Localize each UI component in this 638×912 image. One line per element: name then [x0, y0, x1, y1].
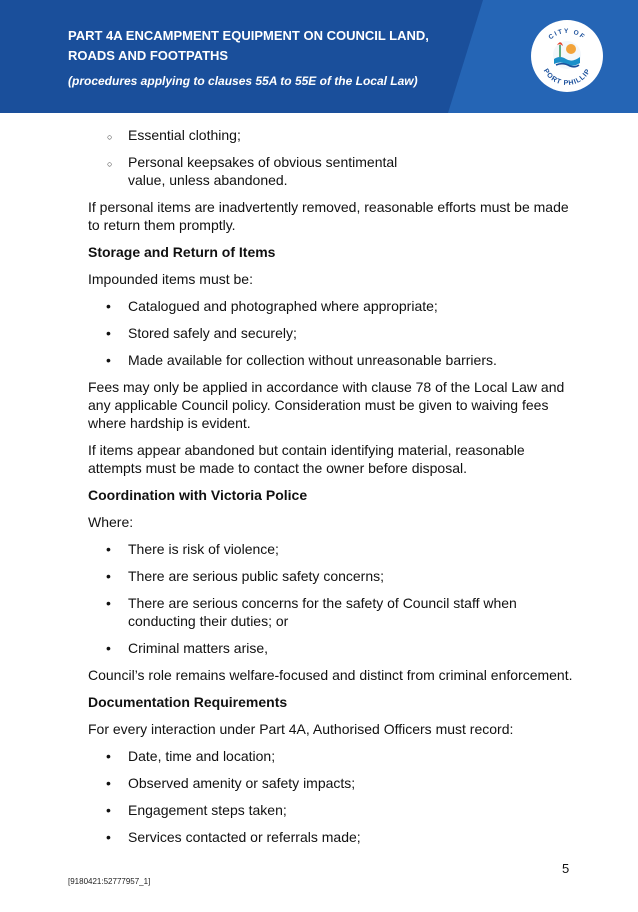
intro-list [88, 126, 578, 189]
bullet-icon: • [106, 298, 111, 314]
storage-list [88, 297, 578, 369]
list-item: • There is risk of violence; [106, 541, 279, 557]
page-header [0, 0, 638, 113]
bullet-icon: • [106, 568, 111, 584]
bullet-icon: • [106, 775, 111, 791]
heading-documentation: Documentation Requirements [88, 694, 288, 710]
document-body [88, 126, 578, 855]
bullet-icon: • [106, 595, 111, 611]
document-reference: [9180421:52777957_1] [68, 877, 151, 886]
list-item: • Criminal matters arise, [106, 640, 269, 656]
city-of-port-phillip-logo [530, 19, 604, 93]
list-item: • Catalogued and photographed where appropriate; [106, 298, 438, 314]
police-intro: Where: [88, 514, 134, 530]
svg-text:PORT PHILLIP: PORT PHILLIP [541, 67, 593, 88]
documentation-intro: For every interaction under Part 4A, Authorised Officers must record: [88, 721, 514, 737]
bullet-icon: • [106, 829, 111, 845]
hollow-bullet-icon: ○ [107, 132, 113, 142]
header-title: PART 4A ENCAMPMENT EQUIPMENT ON COUNCIL LAND, ROADS AND FOOTPATHS [68, 28, 429, 63]
list-item: • There are serious concerns for the safety of Council staff when conducting their duties; or [106, 595, 517, 629]
paragraph-abandoned: If items appear abandoned but contain identifying material, reasonable attempts must be made to contact the owner before disposal. [88, 442, 525, 476]
list-item: • Engagement steps taken; [106, 802, 287, 818]
list-item: • There are serious public safety concerns; [106, 568, 385, 584]
list-item: ○ Essential clothing; [88, 126, 578, 144]
heading-police: Coordination with Victoria Police [88, 487, 308, 503]
list-item: • Made available for collection without unreasonable barriers. [106, 352, 497, 368]
bullet-icon: • [106, 640, 111, 656]
storage-intro: Impounded items must be: [88, 271, 253, 287]
list-item: • Date, time and location; [106, 748, 276, 764]
list-item: • Services contacted or referrals made; [106, 829, 361, 845]
hollow-bullet-icon: ○ [107, 159, 113, 169]
bullet-icon: • [106, 802, 111, 818]
list-item: ○ Personal keepsakes of obvious sentimental value, unless abandoned. [107, 154, 398, 188]
bullet-icon: • [106, 541, 111, 557]
header-subtitle: (procedures applying to clauses 55A to 55E of the Local Law) [68, 74, 418, 88]
paragraph-personal-items: If personal items are inadvertently removed, reasonable efforts must be made to return them promptly. [88, 199, 569, 233]
paragraph-role: Council’s role remains welfare-focused and distinct from criminal enforcement. [88, 667, 573, 683]
bullet-icon: • [106, 325, 111, 341]
list-item: • Observed amenity or safety impacts; [106, 775, 356, 791]
police-list [88, 540, 578, 657]
paragraph-fees: Fees may only be applied in accordance with clause 78 of the Local Law and any applicable Council policy. Consideration must be given to waiving fees where hardship is evident. [88, 379, 565, 431]
page-number: 5 [562, 861, 570, 876]
documentation-list [88, 747, 578, 846]
bullet-icon: • [106, 748, 111, 764]
list-item: • Stored safely and securely; [106, 325, 297, 341]
svg-text:CITY OF: CITY OF [547, 27, 587, 42]
heading-storage: Storage and Return of Items [88, 244, 276, 260]
bullet-icon: • [106, 352, 111, 368]
